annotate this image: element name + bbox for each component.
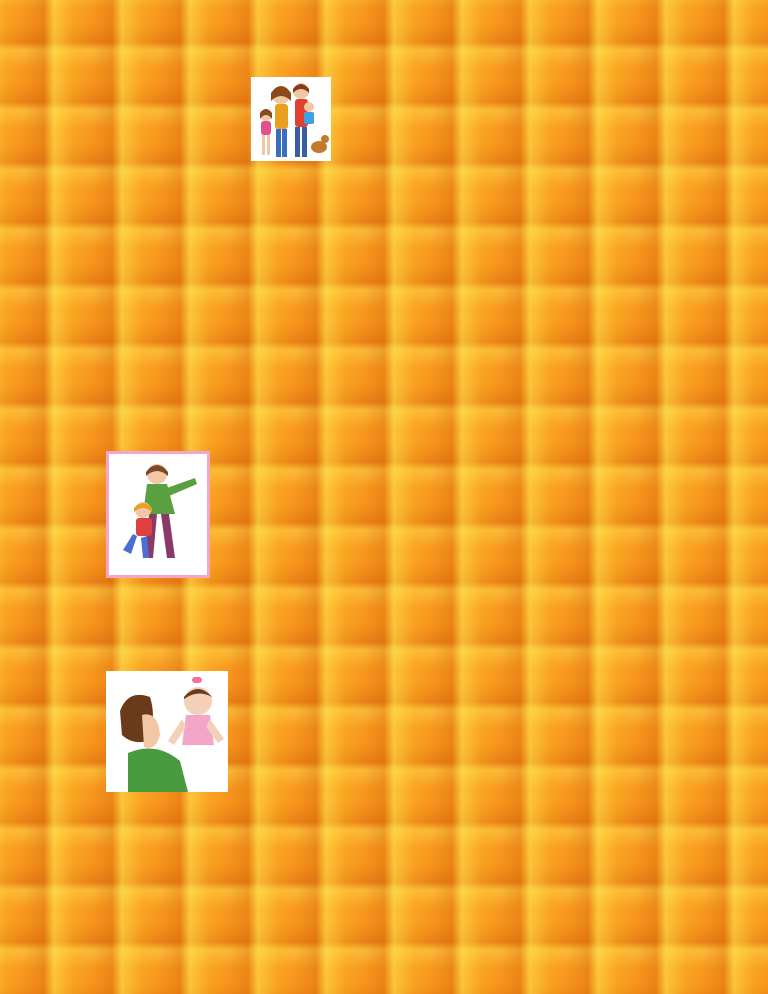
star-border-right [724, 42, 738, 950]
mom-child-image [109, 454, 207, 575]
star-border-bottom [30, 950, 740, 964]
star-border-left [30, 42, 44, 950]
family-illustration [251, 77, 331, 161]
father-and-baby-illustration [106, 671, 228, 792]
dad-baby-image [106, 671, 228, 792]
star-border-top [30, 29, 740, 43]
family-image [251, 77, 331, 161]
mother-and-child-illustration [106, 451, 210, 578]
